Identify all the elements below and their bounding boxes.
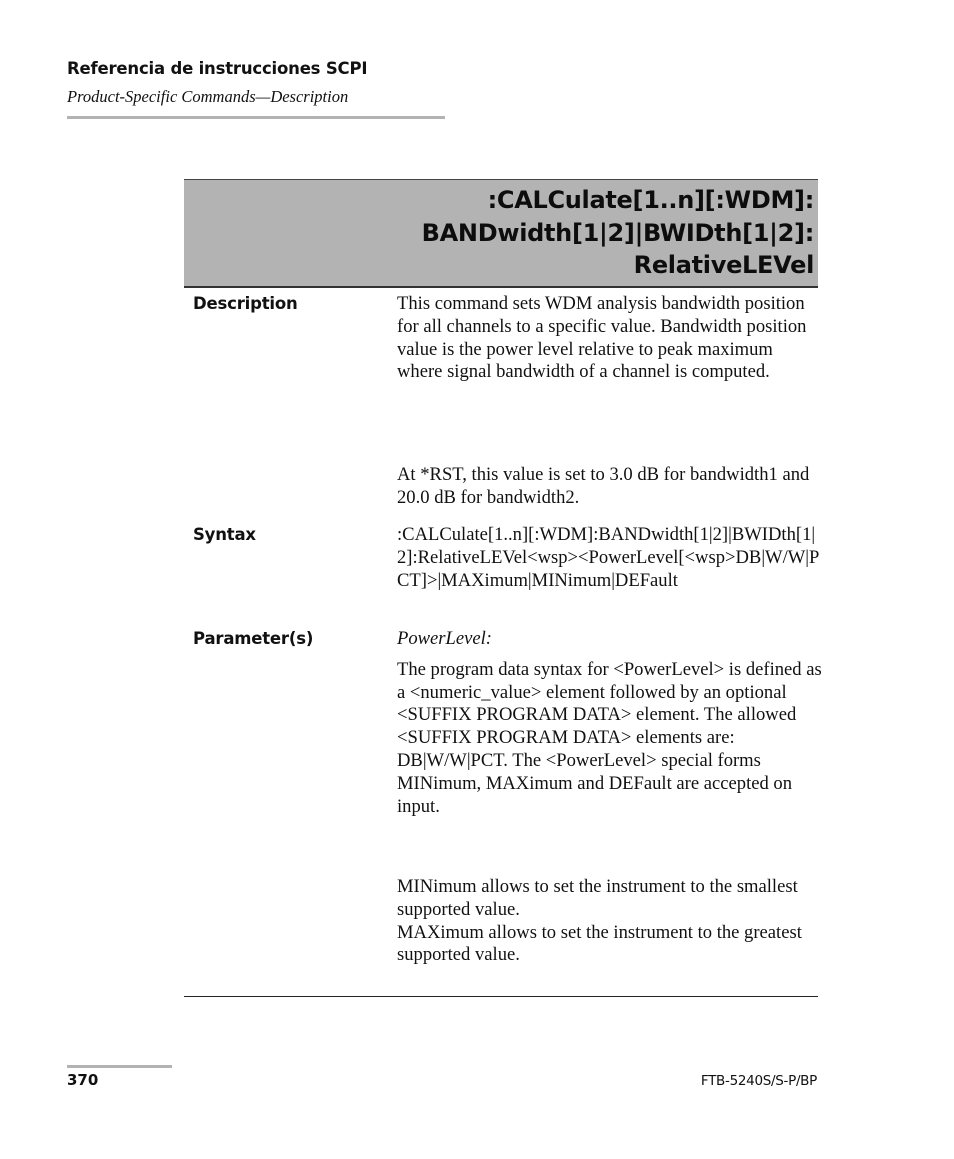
- table-bottom-rule: [184, 996, 818, 997]
- command-box: [184, 179, 818, 288]
- header-title: Referencia de instrucciones SCPI: [67, 59, 368, 78]
- syntax-text: :CALCulate[1..n][:WDM]:BANDwidth[1|2]|BWIDth[1|2]:RelativeLEVel<wsp><PowerLevel[<wsp>DB|W/W|PCT]>|MAXimum|MINimum|DEFault: [397, 524, 820, 591]
- product-name: FTB-5240S/S-P/BP: [700, 1073, 817, 1089]
- syntax-body: [397, 524, 822, 592]
- header-subtitle: Product-Specific Commands—Description: [67, 87, 349, 106]
- description-paragraph-2: At *RST, this value is set to 3.0 dB for bandwidth1 and 20.0 dB for bandwidth2.: [397, 464, 810, 508]
- parameters-body-2: [397, 876, 822, 967]
- description-body-2: [397, 464, 822, 510]
- page-number: 370: [67, 1071, 99, 1089]
- running-header: [67, 58, 445, 108]
- parameters-label: Parameter(s): [193, 629, 314, 648]
- parameter-minimum-text: MINimum allows to set the instrument to the smallest supported value.: [397, 876, 798, 920]
- description-paragraph-1: This command sets WDM analysis bandwidth position for all channels to a specific value. Bandwidth position value is the power level relative to peak maximum where signal bandwidth of a channel is computed.: [397, 293, 807, 383]
- command-title: :CALCulate[1..n][:WDM]: BANDwidth[1|2]|BWIDth[1|2]: RelativeLEVel: [421, 186, 814, 279]
- description-body: [397, 293, 822, 384]
- parameters-body: [397, 628, 822, 818]
- parameter-maximum-text: MAXimum allows to set the instrument to the greatest supported value.: [397, 921, 802, 966]
- footer-rule: [67, 1065, 172, 1068]
- parameter-name: PowerLevel:: [397, 628, 493, 649]
- command-title-bar: [184, 179, 818, 288]
- syntax-label: Syntax: [193, 525, 256, 544]
- description-label: Description: [193, 294, 298, 313]
- header-rule: [67, 116, 445, 119]
- parameter-paragraph-1: The program data syntax for <PowerLevel> is defined as a <numeric_value> element followed by an optional <SUFFIX PROGRAM DATA> element. The allowed <SUFFIX PROGRAM DATA> elements are: DB|W/W|PCT. The <PowerLevel> special forms MINimum, MAXimum and DEFault are accepted on input.: [397, 658, 822, 817]
